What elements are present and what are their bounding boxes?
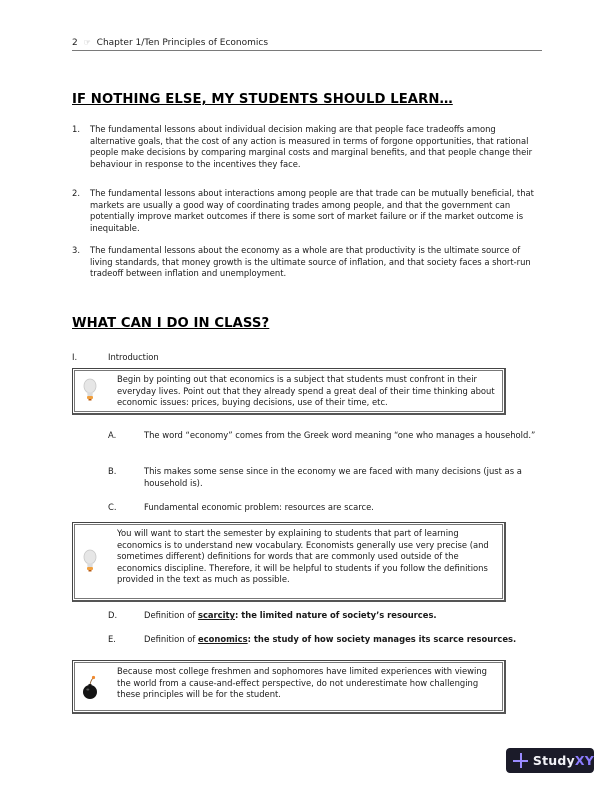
bomb-icon <box>81 674 99 700</box>
definition-text: : the study of how society manages its scarce resources. <box>247 634 517 644</box>
subitem-definition <box>144 634 516 646</box>
lightbulb-icon <box>81 549 99 575</box>
definition-term: scarcity <box>197 610 235 620</box>
chapter-title: Chapter 1/Ten Principles of Economics <box>96 38 269 48</box>
brand-main: Study <box>532 752 575 768</box>
teaching-tip-box <box>72 368 506 415</box>
subitem-letter: D. <box>108 610 118 620</box>
outline-numeral: I. <box>72 352 78 362</box>
warning-tip-box <box>72 660 506 714</box>
subitem-letter: C. <box>108 502 117 512</box>
subitem-letter: E. <box>108 634 116 644</box>
definition-prefix: Definition of <box>144 634 198 644</box>
subitem-letter: B. <box>108 466 117 476</box>
tip-text: You will want to start the semester by explaining to students that part of learning economics is to understand new vocabulary. Economists generally use very precise (and sometimes different) definitions for words that are commonly used outside of the economics discipline. Therefore, it will be helpful to students if you follow the definitions provided in the text as much as possible. <box>117 528 489 585</box>
section-heading-learn: IF NOTHING ELSE, MY STUDENTS SHOULD LEARN… <box>72 92 453 107</box>
page-number: 2 <box>72 38 78 48</box>
definition-term: economics <box>197 634 248 644</box>
lesson-number: 2. <box>72 188 80 198</box>
tip-text: Because most college freshmen and sophomores have limited experiences with viewing the world from a cause-and-effect perspective, do not underestimate how challenging these principles will be for the student. <box>117 666 487 700</box>
subitem-text: Fundamental economic problem: resources are scarce. <box>144 502 374 512</box>
tip-text: Begin by pointing out that economics is a subject that students must confront in their everyday lives. Point out that they already spend a great deal of their time thinking about economic issues: prices, buying decisions, use of their time, etc. <box>117 374 495 408</box>
lesson-text: The fundamental lessons about individual decision making are that people face tradeoffs among alternative goals, that the cost of any action is measured in terms of forgone opportunities, that rational people make decisions by comparing marginal costs and marginal benefits, and that people change their behaviour in response to the incentives they face. <box>90 124 533 169</box>
lightbulb-icon <box>81 378 99 404</box>
brand-accent: XY <box>574 752 594 768</box>
running-header <box>72 37 542 51</box>
lesson-text: The fundamental lessons about interactions among people are that trade can be mutually beneficial, that markets are usually a good way of coordinating trades among people, and that the government can potentially improve market outcomes if there is some sort of market failure or if the market outcome is inequitable. <box>90 188 534 233</box>
subitem-text: The word “economy” comes from the Greek word meaning “one who manages a household.” <box>144 430 536 440</box>
subitem-definition <box>144 610 437 622</box>
pointing-hand-icon: ☞ <box>83 38 91 47</box>
lesson-number: 1. <box>72 124 80 134</box>
definition-text: : the limited nature of society’s resources. <box>234 610 437 620</box>
lesson-text: The fundamental lessons about the economy as a whole are that productivity is the ultimate source of living standards, that money growth is the ultimate source of inflation, and that society faces a short-run tradeoff between inflation and unemployment. <box>90 245 531 279</box>
subitem-text: This makes some sense since in the economy we are faced with many decisions (just as a household is). <box>144 466 522 488</box>
definition-prefix: Definition of <box>144 610 198 620</box>
studyxy-watermark[interactable] <box>506 748 594 773</box>
lesson-number: 3. <box>72 245 80 255</box>
section-heading-class: WHAT CAN I DO IN CLASS? <box>72 316 270 331</box>
brand-name <box>532 752 594 768</box>
plus-icon <box>513 753 528 768</box>
outline-title: Introduction <box>108 352 159 362</box>
teaching-tip-box <box>72 522 506 602</box>
subitem-letter: A. <box>108 430 117 440</box>
outline-heading <box>72 352 159 364</box>
